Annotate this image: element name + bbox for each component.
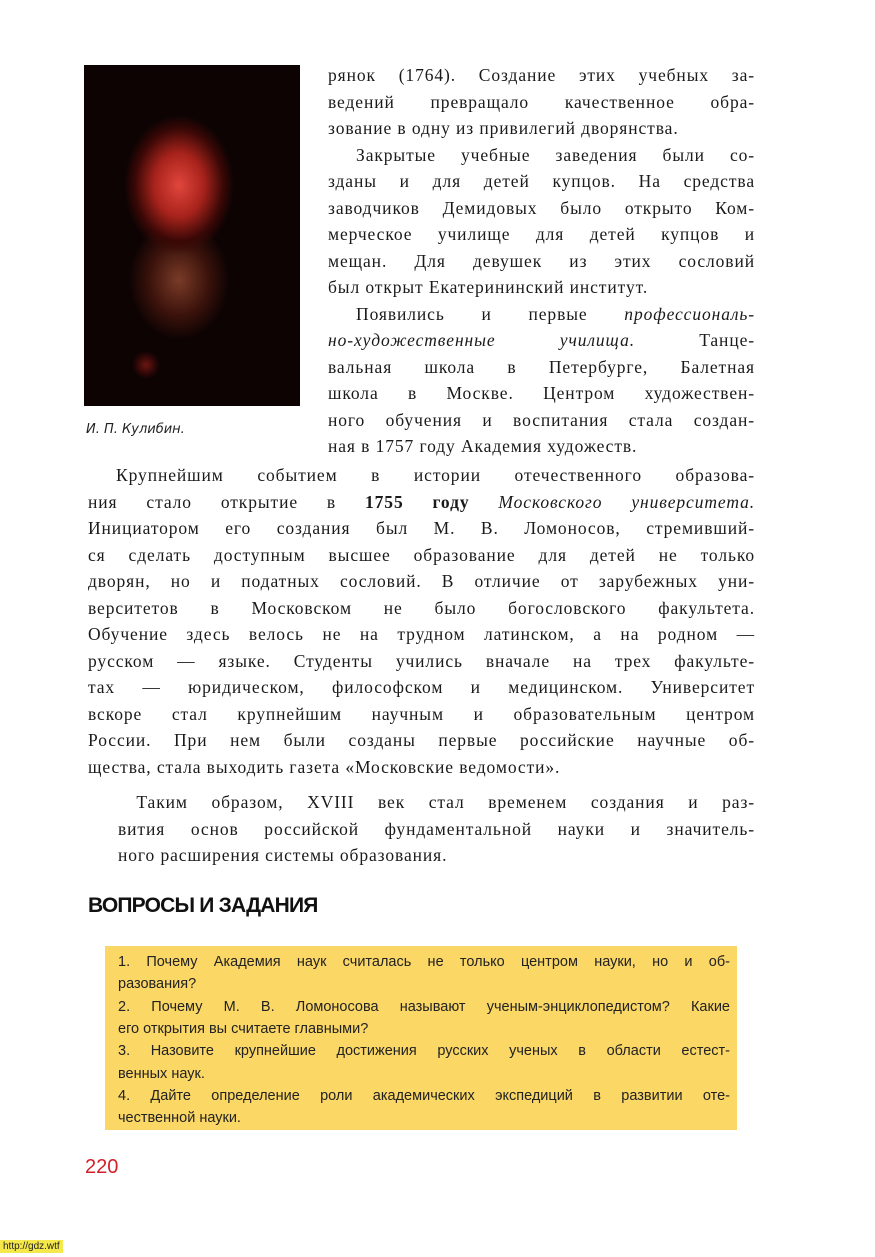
text-line <box>118 842 755 869</box>
text-segment: вскоре стал крупнейшим научным и образовательным центром <box>88 703 755 724</box>
text-line <box>328 248 755 275</box>
text-segment: ного расширения системы образования. <box>118 845 448 865</box>
right-column-text <box>328 62 755 460</box>
text-line <box>88 648 755 675</box>
text-segment: ся сделать доступным высшее образование для детей не только <box>88 544 755 565</box>
text-line <box>328 89 755 116</box>
text-segment: ная в 1757 году Академия художеств. <box>328 436 638 456</box>
text-segment: вальная школа в Петербурге, Балетная <box>328 356 755 377</box>
text-segment: школа в Москве. Центром художествен- <box>328 383 755 403</box>
text-line <box>88 542 755 569</box>
text-segment: Инициатором его создания был М. В. Ломоносов, стремивший- <box>88 518 755 538</box>
question-line: венных наук. <box>118 1065 205 1082</box>
text-segment: Крупнейшим событием в истории отечественного образова- <box>88 465 755 485</box>
text-segment: щества, стала выходить газета «Московские ведомости». <box>88 756 561 777</box>
text-line <box>328 62 755 89</box>
question-line: 2. Почему М. В. Ломоносова называют ученым-энциклопедистом? Какие <box>118 998 730 1015</box>
text-line <box>88 621 755 648</box>
text-line <box>88 674 755 701</box>
italic-text: профессиональ- <box>624 303 755 324</box>
text-line <box>328 195 755 222</box>
text-line <box>88 595 755 622</box>
text-segment: тах — юридическом, философском и медицинском. Университет <box>88 677 755 697</box>
text-segment: русском — языке. Студенты учились вначале на трех факульте- <box>88 650 755 671</box>
questions-box <box>105 946 737 1130</box>
text-segment: Обучение здесь велось не на трудном латинском, а на родном — <box>88 624 755 644</box>
italic-text: но-художественные училища. <box>328 330 635 350</box>
question-line: 4. Дайте определение роли академических экспедиций в развитии оте- <box>118 1087 730 1104</box>
text-segment: ного обучения и воспитания стала создан- <box>328 409 755 430</box>
text-segment: мерческое училище для детей купцов и <box>328 224 755 244</box>
text-segment: мещан. Для девушек из этих сословий <box>328 250 755 271</box>
text-segment: России. При нем были созданы первые российские научные об- <box>88 730 755 750</box>
text-line <box>88 568 755 595</box>
italic-text: Московского университета. <box>498 491 755 512</box>
text-line <box>328 142 755 169</box>
text-line <box>118 789 755 816</box>
question-line: его открытия вы считаете главными? <box>118 1020 369 1037</box>
summary-paragraph <box>118 789 755 869</box>
text-line <box>328 433 755 460</box>
figure-caption: И. П. Кулибин. <box>86 422 185 437</box>
text-line <box>88 701 755 728</box>
text-segment: зование в одну из привилегий дворянства. <box>328 118 679 138</box>
text-segment <box>469 492 498 512</box>
kulibin-portrait-image <box>84 65 300 406</box>
text-line <box>88 727 755 754</box>
text-segment: ния стало открытие в <box>88 491 365 512</box>
text-line <box>328 354 755 381</box>
text-line <box>88 489 755 516</box>
question-line: 3. Назовите крупнейшие достижения русских ученых в области естест- <box>118 1043 730 1060</box>
text-line <box>118 816 755 843</box>
text-segment: зданы и для детей купцов. На средства <box>328 171 755 191</box>
university-paragraph <box>88 462 755 780</box>
question-line: чественной науки. <box>118 1110 241 1127</box>
text-segment: ведений превращало качественное обра- <box>328 91 755 112</box>
text-line <box>328 327 755 354</box>
text-line <box>88 754 755 781</box>
text-segment: Танце- <box>635 330 755 350</box>
text-line <box>328 221 755 248</box>
text-segment: рянок (1764). Создание этих учебных за- <box>328 65 755 85</box>
text-line <box>328 380 755 407</box>
text-segment: дворян, но и податных сословий. В отличие от зарубежных уни- <box>88 571 755 591</box>
text-segment: Появились и первые <box>328 303 625 324</box>
question-line: 1. Почему Академия наук считалась не только центром науки, но и об- <box>118 954 730 970</box>
questions-heading: ВОПРОСЫ И ЗАДАНИЯ <box>88 894 318 917</box>
text-line <box>328 115 755 142</box>
text-line <box>88 462 755 489</box>
text-segment: Таким образом, XVIII век стал временем создания и раз- <box>118 792 755 812</box>
footer-link[interactable]: http://gdz.wtf <box>0 1240 63 1253</box>
text-segment: был открыт Екатерининский институт. <box>328 277 649 297</box>
page-number: 220 <box>85 1156 119 1178</box>
text-segment: заводчиков Демидовых было открыто Ком- <box>328 197 755 218</box>
text-line <box>88 515 755 542</box>
text-segment: Закрытые учебные заведения были со- <box>328 144 755 165</box>
text-line <box>328 168 755 195</box>
text-segment: верситетов в Московском не было богословского факультета. <box>88 597 755 618</box>
text-line <box>328 274 755 301</box>
bold-text: 1755 году <box>365 491 470 512</box>
text-segment: вития основ российской фундаментальной науки и значитель- <box>118 818 755 839</box>
text-line <box>328 301 755 328</box>
text-line <box>328 407 755 434</box>
question-line: разования? <box>118 976 197 993</box>
